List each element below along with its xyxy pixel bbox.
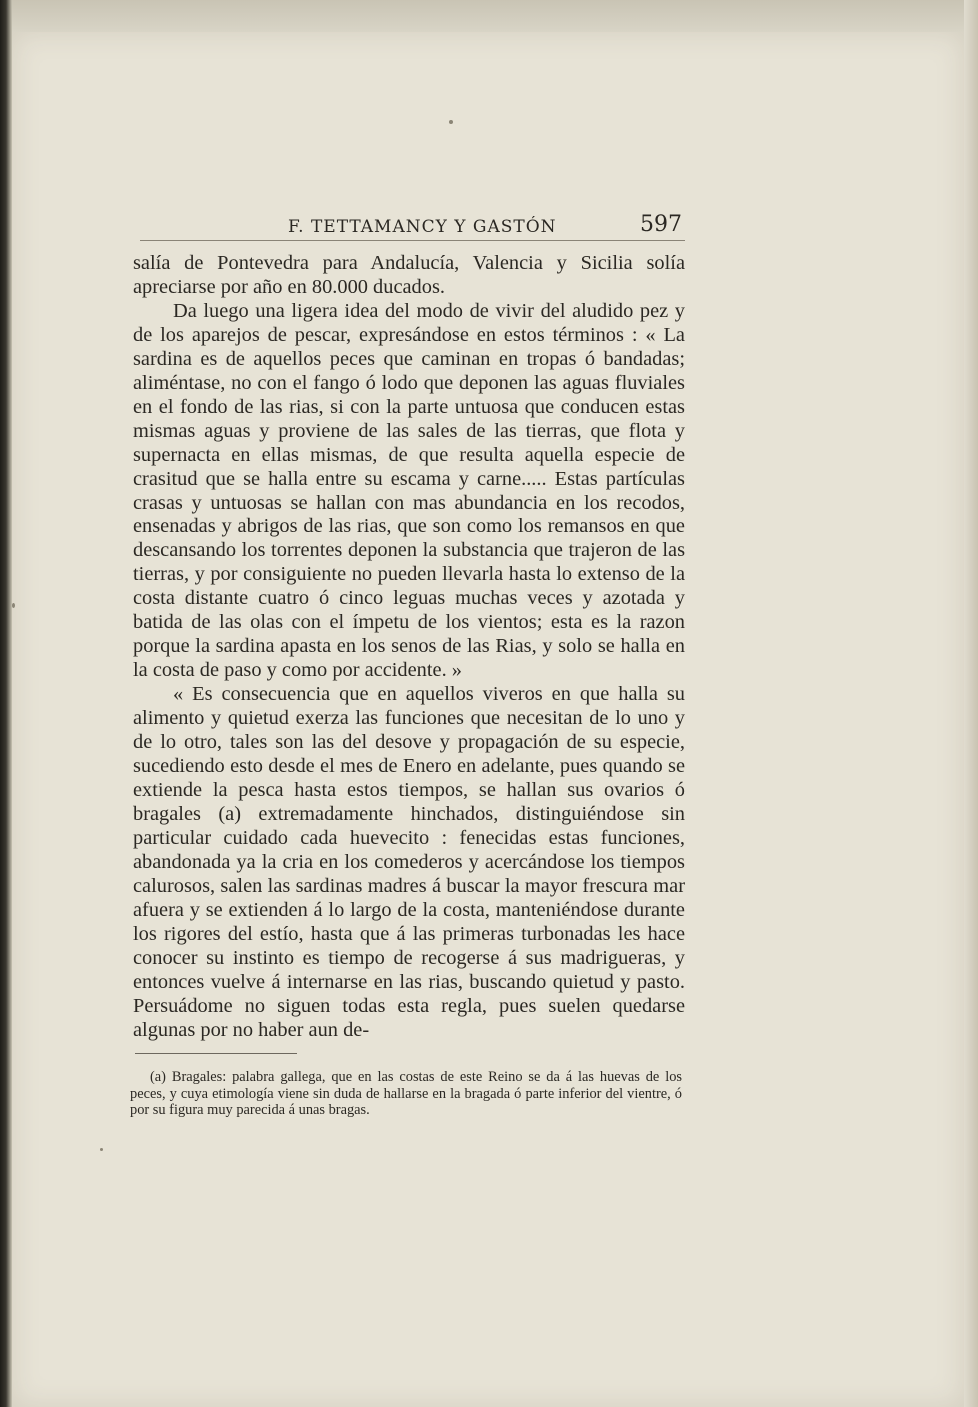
footnote-rule (135, 1053, 297, 1054)
body-text (133, 252, 685, 1042)
paragraph-3: « Es consecuencia que en aquellos viveros en que halla su alimento y quietud exerza las funciones que necesitan de lo uno y de lo otro, tales son las del desove y propagación de su especie, sucediendo esto desde el mes de Enero en adelante, pues quando se extiende la pesca hasta estos tiempos, se hallan sus ovarios ó bragales (a) extremadamente hinchados, distinguiéndose sin particular cuidado cada huevecito : fenecidas estas funciones, abandonada ya la cria en los comederos y acercándose los tiempos calurosos, salen las sardinas madres á buscar la mayor frescura mar afuera y se extienden á lo largo de la costa, manteniéndose durante los rigores del estío, hasta que á las primeras turbonadas les hace conocer su instinto es tiempo de recogerse á sus madrigueras, y entonces vuelve á internarse en las rias, buscando quietud y pasto. Persuádome no siguen todas esta regla, pues suelen quedarse algunas por no haber aun de- (133, 683, 685, 1041)
paper-speck (100, 1148, 103, 1151)
scan-top-margin (0, 0, 978, 32)
page-right-edge (964, 0, 978, 1407)
footnote (130, 1069, 682, 1119)
paragraph-1: salía de Pontevedra para Andalucía, Valencia y Sicilia solía apreciarse por año en 80.000 ducados. (133, 252, 685, 298)
running-head-title: F. TETTAMANCY Y GASTÓN (288, 217, 557, 237)
paragraph-2: Da luego una ligera idea del modo de vivir del aludido pez y de los aparejos de pescar, expresándose en estos términos : « La sardina es de aquellos peces que caminan en tropas ó bandadas; aliméntase, no con el fango ó lodo que deponen las aguas fluviales en el fondo de las rias, si con la parte untuosa que conducen estas mismas aguas y proviene de las sales de las tierras, que flota y supernacta en ellas mismas, de que resulta aquella especie de crasitud que se halla entre su escama y carne..... Estas partículas crasas y untuosas se hallan con mas abundancia en los recodos, ensenadas y abrigos de las rias, que son como los remansos en que descansando los torrentes deponen la substancia que trajeron de las tierras, y por consiguiente no pueden llevarla hasta lo extenso de la costa distante cuatro ó cinco leguas muchas veces y azotada y batida de las olas con el ímpetu de los vientos; esta es la razon porque la sardina apasta en los senos de las Rias, y solo se halla en la costa de paso y como por accidente. » (133, 299, 685, 682)
header-rule (140, 240, 685, 241)
book-spine-edge (0, 0, 12, 1407)
paper-speck (12, 603, 15, 608)
paper-speck (449, 120, 453, 124)
footnote-text: (a) Bragales: palabra gallega, que en las costas de este Reino se da á las huevas de los peces, y cuya etimología viene sin duda de hallarse en la bragada ó parte inferior del vientre, ó por su figura muy parecida á unas bragas. (130, 1069, 682, 1118)
page-number: 597 (640, 212, 682, 237)
